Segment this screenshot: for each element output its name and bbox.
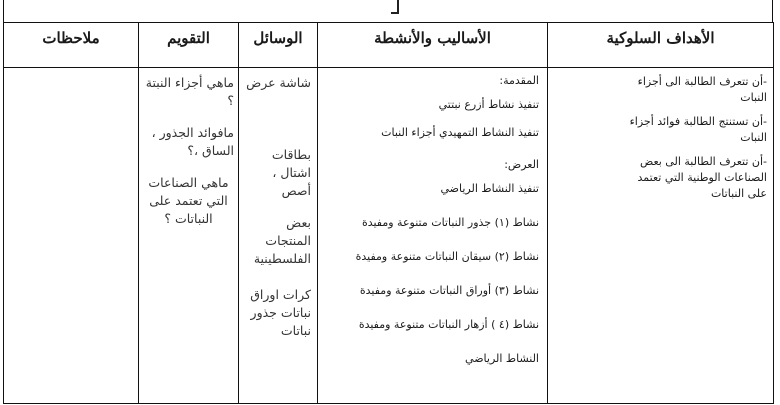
header-row xyxy=(4,23,774,68)
goal-item: -أن تتعرف الطالبة الى بعض الصناعات الوطنية التي تعتمد على النباتات xyxy=(637,155,767,200)
header-tools: الوسائل xyxy=(239,23,318,68)
tool-item: بعض المنتجات الفلسطينية xyxy=(253,215,311,266)
goal-item: -أن تتعرف الطالبة الى أجزاء النبات xyxy=(637,75,767,104)
header-evaluation: التقويم xyxy=(139,23,239,68)
header-notes: ملاحظات xyxy=(4,23,139,68)
method-line: تنفيذ نشاط أزرع نبتتي xyxy=(438,98,539,111)
goals-cell xyxy=(548,68,774,404)
tool-item: بطاقات اشتال ، أصص xyxy=(271,147,311,198)
method-line: المقدمة: xyxy=(499,74,539,87)
evaluation-question: ماهي الصناعات التي تعتمد على النباتات ؟ xyxy=(148,175,229,226)
top-strip xyxy=(3,0,773,22)
content-row xyxy=(4,68,774,404)
method-line: نشاط (٣) أوراق النباتات متنوعة ومفيدة xyxy=(359,284,539,297)
method-line: تنفيذ النشاط التمهيدي أجزاء النبات xyxy=(381,126,539,139)
method-line: نشاط (١) جذور النباتات متنوعة ومفيدة xyxy=(361,216,539,229)
goal-item: -أن تستنتج الطالبة فوائد أجزاء النبات xyxy=(629,115,767,144)
method-line: النشاط الرياضي xyxy=(465,352,539,365)
method-line: العرض: xyxy=(504,158,539,171)
header-goals: الأهداف السلوكية xyxy=(548,23,774,68)
header-methods: الأساليب والأنشطة xyxy=(318,23,548,68)
method-line: نشاط (٢) سيقان النباتات متنوعة ومفيدة xyxy=(355,250,539,263)
tools-cell xyxy=(239,68,318,404)
clipped-title-mark xyxy=(391,0,399,14)
evaluation-cell xyxy=(139,68,239,404)
notes-cell xyxy=(4,68,139,404)
methods-cell xyxy=(318,68,548,404)
tool-item: كرات اوراق نباتات جذور نباتات xyxy=(250,287,311,338)
method-line: نشاط (٤ ) أزهار النباتات متنوعة ومفيدة xyxy=(358,318,539,331)
evaluation-question: مافوائد الجذور ، الساق ،؟ xyxy=(151,125,234,158)
evaluation-question: ماهي أجزاء النبتة ؟ xyxy=(145,75,234,108)
method-line: تنفيذ النشاط الرياضي xyxy=(440,182,539,195)
lesson-plan-table xyxy=(3,22,774,404)
tool-item: شاشة عرض xyxy=(246,75,311,90)
